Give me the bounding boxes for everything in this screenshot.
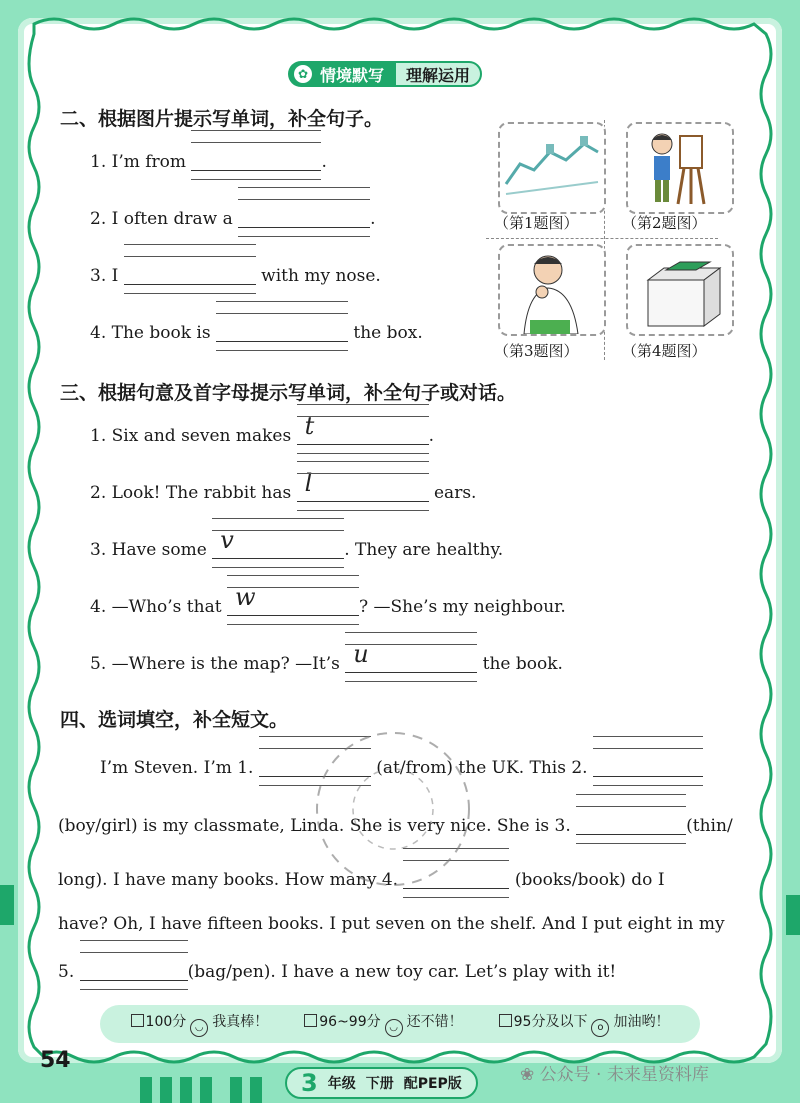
section3-title: 三、根据句意及首字母提示写单词，补全句子或对话。 [60, 382, 517, 404]
s2-item-2: 2. I often draw a . [90, 207, 376, 229]
s3-item-5: 5. —Where is the map? —It’s u the book. [90, 652, 563, 674]
score-100: 100分 ◡ 我真棒！ [131, 1011, 269, 1037]
happy-face-icon: ◡ [385, 1019, 403, 1037]
s3-item-3: 3. Have some v . They are healthy. [90, 538, 503, 560]
answer-blank-3[interactable] [576, 814, 686, 835]
stripe [250, 1077, 262, 1103]
s3-item-1: 1. Six and seven makes t . [90, 424, 434, 446]
medal-icon: ✿ [294, 65, 312, 83]
boy-smelling-picture [498, 244, 606, 336]
cheer-face-icon: o [591, 1019, 609, 1037]
section2-title: 二、根据图片提示写单词，补全句子。 [60, 108, 384, 130]
watermark: ❀ 公众号 · 未来星资料库 [520, 1065, 709, 1085]
checkbox[interactable] [304, 1014, 317, 1027]
stripe [200, 1077, 212, 1103]
boy-drawing-picture [626, 122, 734, 214]
score-96-99: 96~99分 ◡ 还不错！ [304, 1011, 462, 1037]
answer-blank[interactable]: v [212, 538, 344, 559]
great-wall-picture [498, 122, 606, 214]
answer-blank[interactable]: u [345, 652, 477, 673]
answer-blank[interactable] [238, 207, 370, 228]
smile-face-icon: ◡ [190, 1019, 208, 1037]
answer-blank-2[interactable] [593, 756, 703, 777]
answer-blank[interactable] [191, 150, 321, 171]
stripe [160, 1077, 172, 1103]
header-badge: ✿ 情境默写 [288, 61, 394, 87]
grade-footer: 3 年级 下册 配PEP版 [285, 1067, 478, 1099]
checkbox[interactable] [131, 1014, 144, 1027]
answer-blank[interactable] [216, 321, 348, 342]
s4-line-3: long). I have many books. How many 4. (books/book) do I [58, 868, 665, 890]
box-book-picture [626, 244, 734, 336]
side-tab-right [786, 895, 800, 935]
answer-blank-5[interactable] [80, 960, 188, 981]
s3-item-4: 4. —Who’s that w ? —She’s my neighbour. [90, 595, 566, 617]
caption-3: （第3题图） [494, 342, 579, 360]
header-label: 理解运用 [394, 61, 482, 87]
s3-item-2: 2. Look! The rabbit has l ears. [90, 481, 476, 503]
stripe [180, 1077, 192, 1103]
s2-item-1: 1. I’m from . [90, 150, 327, 172]
score-95-below: 95分及以下 o 加油哟！ [499, 1011, 670, 1037]
caption-2: （第2题图） [622, 214, 707, 232]
divider [486, 238, 718, 239]
caption-1: （第1题图） [494, 214, 579, 232]
s4-line-4: have? Oh, I have fifteen books. I put seven on the shelf. And I put eight in my [58, 914, 725, 934]
answer-blank[interactable] [124, 264, 256, 285]
s4-line-1: I’m Steven. I’m 1. (at/from) the UK. This 2. [100, 756, 703, 778]
section-header [288, 60, 482, 88]
s4-line-2: (boy/girl) is my classmate, Linda. She is very nice. She is 3. (thin/ [58, 814, 733, 836]
wechat-icon: ❀ [520, 1065, 540, 1085]
section4-title: 四、选词填空，补全短文。 [60, 709, 289, 731]
stripe [140, 1077, 152, 1103]
s2-item-4: 4. The book is the box. [90, 321, 423, 343]
stamp-seal [312, 728, 474, 890]
caption-4: （第4题图） [622, 342, 707, 360]
score-bar [100, 1005, 700, 1043]
page-number: 54 [40, 1048, 71, 1073]
stripe [230, 1077, 242, 1103]
s4-line-5: 5. (bag/pen). I have a new toy car. Let’s play with it! [58, 960, 616, 982]
side-tab-left [0, 885, 14, 925]
answer-blank[interactable]: l [297, 481, 429, 502]
answer-blank[interactable]: w [227, 595, 359, 616]
checkbox[interactable] [499, 1014, 512, 1027]
answer-blank[interactable]: t [297, 424, 429, 445]
s2-item-3: 3. I with my nose. [90, 264, 381, 286]
